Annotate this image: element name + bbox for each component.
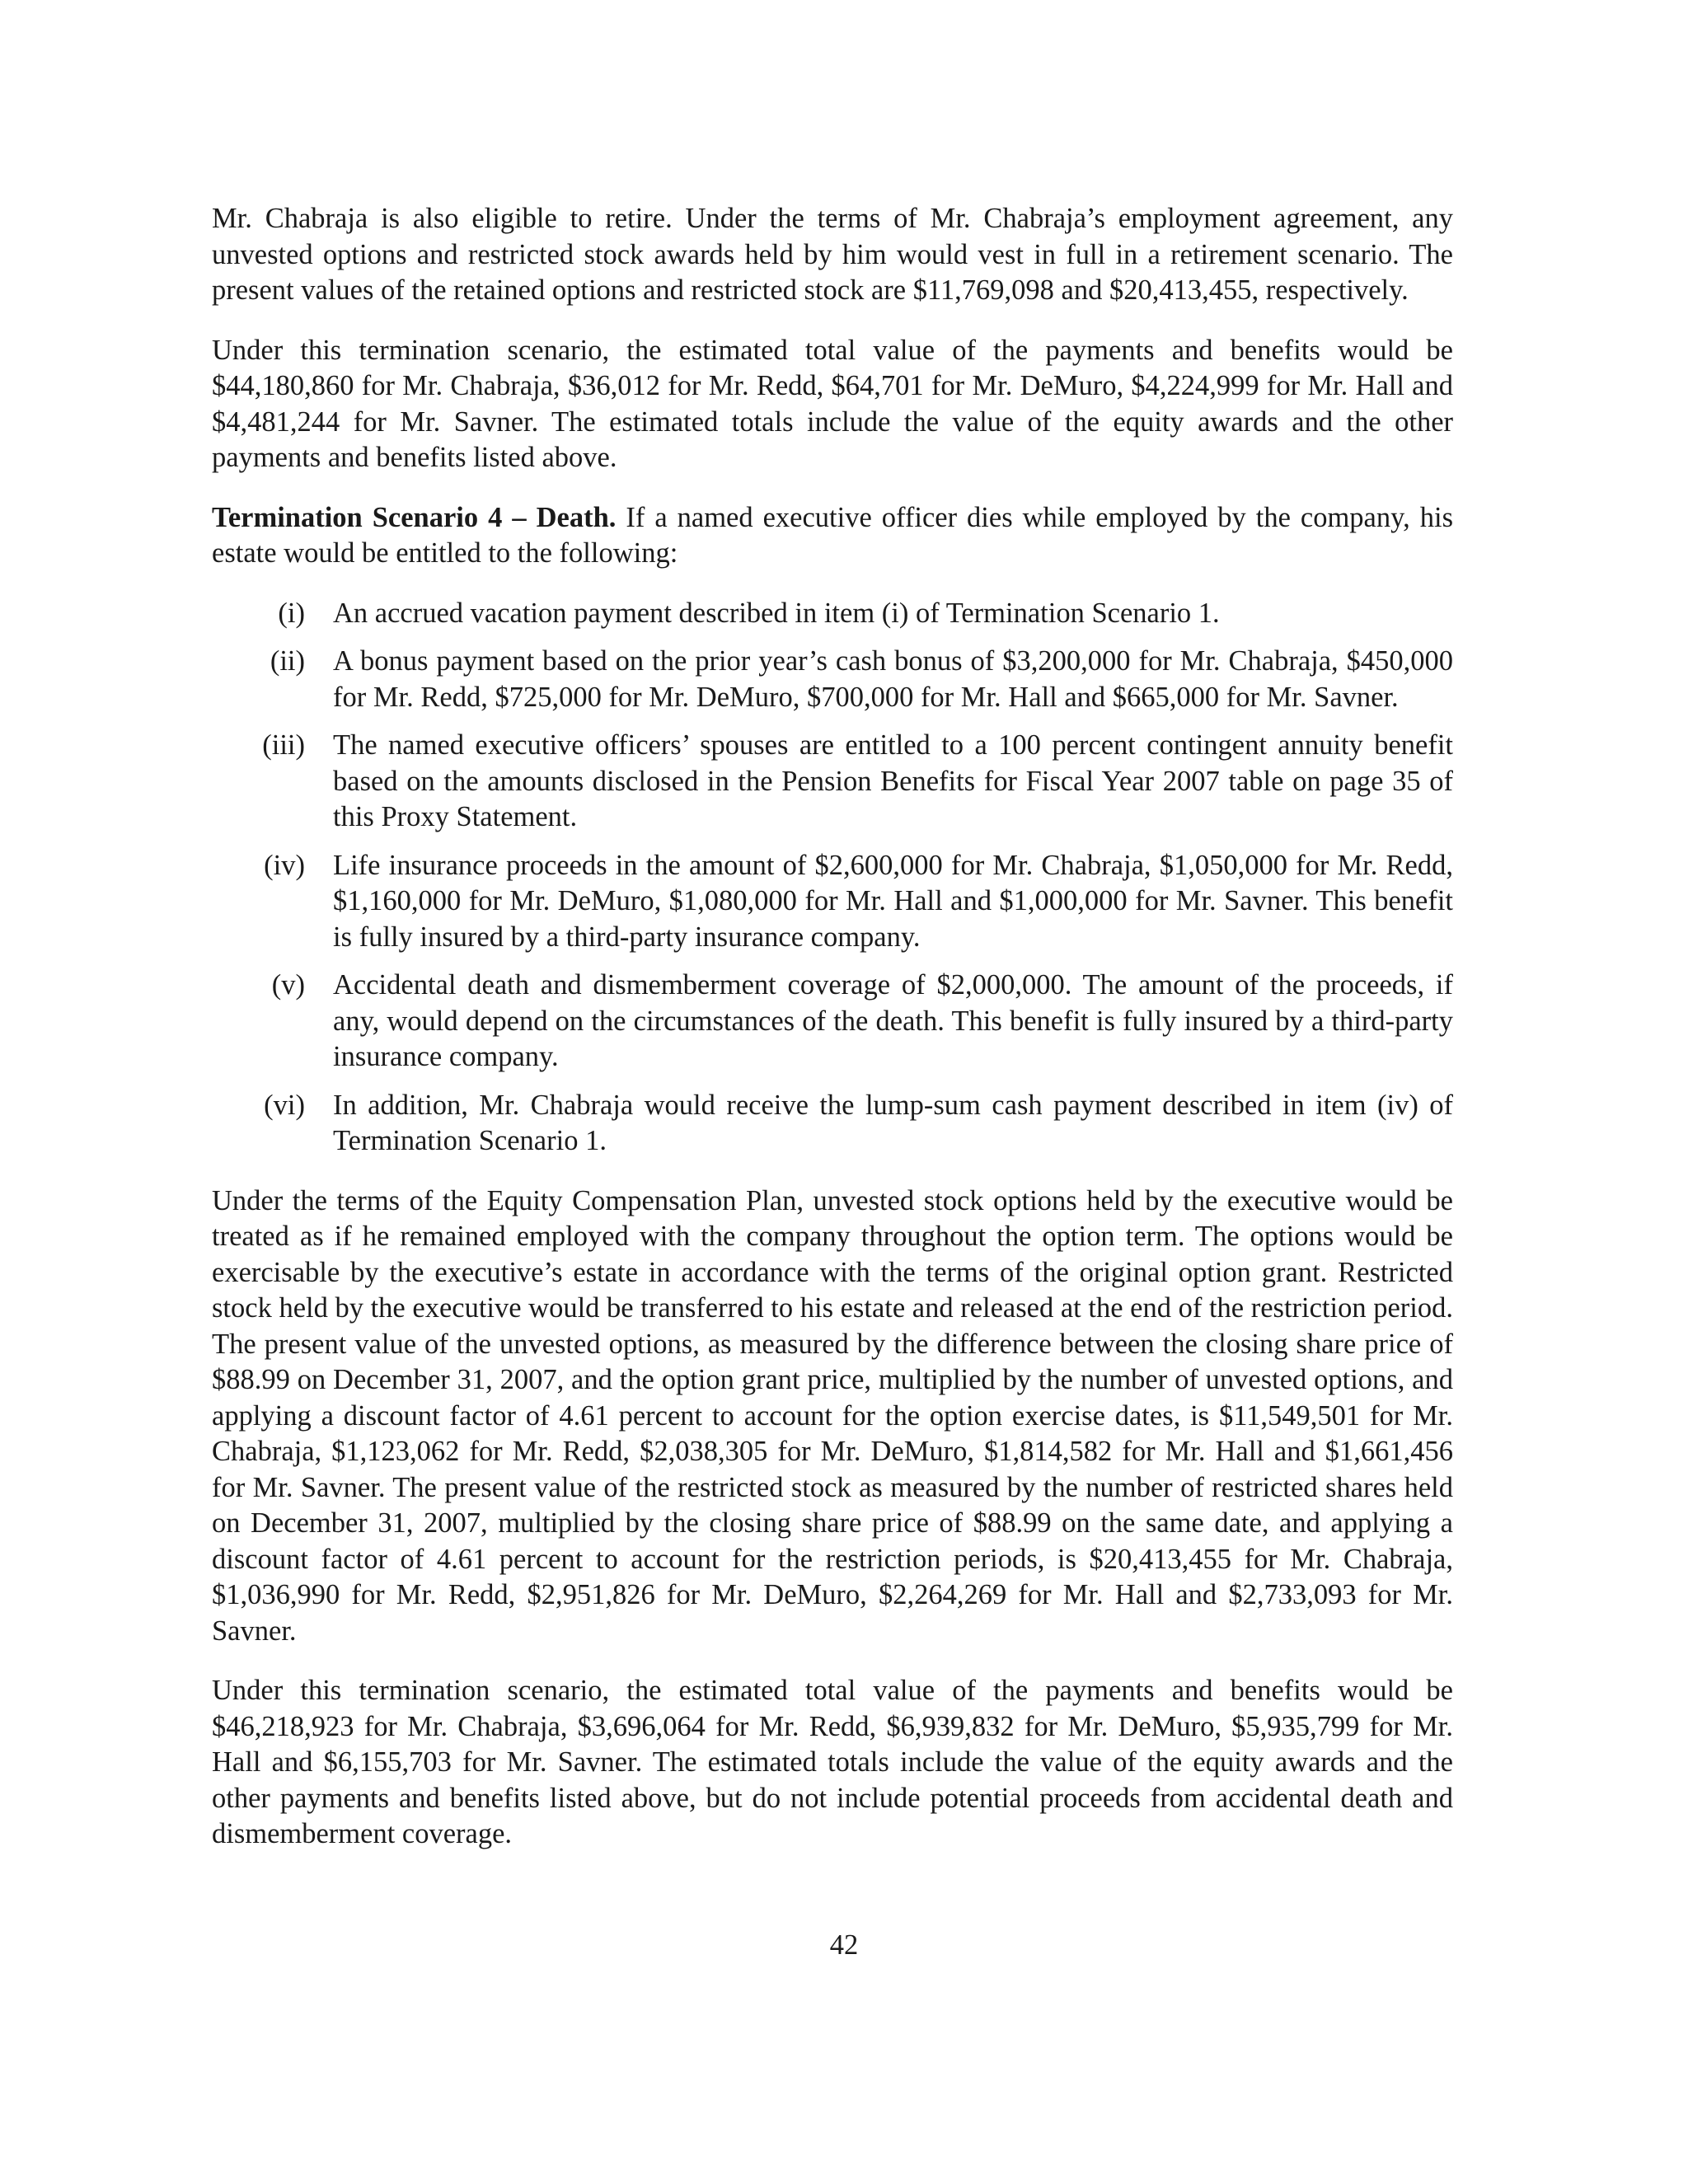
list-item-number: (ii) xyxy=(270,645,305,677)
list-item-number: (vi) xyxy=(264,1089,305,1121)
list-item-number: (iii) xyxy=(262,729,305,761)
list-item-v xyxy=(212,968,1453,1076)
scenario-4-heading: Termination Scenario 4 – Death. xyxy=(212,501,617,533)
list-item-ii xyxy=(212,644,1453,715)
scenario-4-intro-text: If a named executive officer dies while employed by the company, his estate would be entitled to the following: xyxy=(212,501,1454,569)
list-item-number: (iv) xyxy=(264,849,305,881)
list-item-vi xyxy=(212,1088,1453,1160)
list-item-text: Accidental death and dismemberment coverage of $2,000,000. The amount of the proceeds, if any, would depend on the circumstances of the death. This benefit is fully insured by a third-party insurance company. xyxy=(333,969,1453,1072)
list-item-i xyxy=(212,596,1453,632)
page-number: 42 xyxy=(829,1929,859,1961)
list-item-iv xyxy=(212,848,1453,956)
list-item-number: (i) xyxy=(278,597,305,629)
death-benefits-list xyxy=(212,596,1453,1160)
list-item-iii xyxy=(212,728,1453,836)
list-item-number: (v) xyxy=(271,969,305,1001)
scenario-4-totals-paragraph: Under this termination scenario, the estimated total value of the payments and benefits would be $46,218,923 for Mr. Chabraja, $3,696,064 for Mr. Redd, $6,939,832 for Mr. DeMuro, $5,935,799 for Mr. Hall and $6,155,703 for Mr. Savner. The estimated totals include the value of the equity awards and the other payments and benefits listed above, but do not include potential proceeds from accidental death and dismemberment coverage. xyxy=(212,1675,1453,1849)
retirement-paragraph: Mr. Chabraja is also eligible to retire. Under the terms of Mr. Chabraja’s employment agreement, any unvested options and restricted stock awards held by him would vest in full in a retirement scenario. The present values of the retained options and restricted stock are $11,769,098 and $20,413,455, respectively. xyxy=(212,203,1453,306)
equity-plan-paragraph: Under the terms of the Equity Compensation Plan, unvested stock options held by the executive would be treated as if he remained employed with the company throughout the option term. The options would be exercisable by the executive’s estate in accordance with the terms of the original option grant. Restricted stock held by the executive would be transferred to his estate and released at the end of the restriction period. The present value of the unvested options, as measured by the difference between the closing share price of $88.99 on December 31, 2007, and the option grant price, multiplied by the number of unvested options, and applying a discount factor of 4.61 percent to account for the option exercise dates, is $11,549,501 for Mr. Chabraja, $1,123,062 for Mr. Redd, $2,038,305 for Mr. DeMuro, $1,814,582 for Mr. Hall and $1,661,456 for Mr. Savner. The present value of the restricted stock as measured by the number of restricted shares held on December 31, 2007, multiplied by the closing share price of $88.99 on the same date, and applying a discount factor of 4.61 percent to account for the restriction periods, is $20,413,455 for Mr. Chabraja, $1,036,990 for Mr. Redd, $2,951,826 for Mr. DeMuro, $2,264,269 for Mr. Hall and $2,733,093 for Mr. Savner. xyxy=(212,1184,1453,1647)
scenario-3-totals-paragraph: Under this termination scenario, the estimated total value of the payments and benefits would be $44,180,860 for Mr. Chabraja, $36,012 for Mr. Redd, $64,701 for Mr. DeMuro, $4,224,999 for Mr. Hall and $4,481,244 for Mr. Savner. The estimated totals include the value of the equity awards and the other payments and benefits listed above. xyxy=(212,334,1453,473)
list-item-text: Life insurance proceeds in the amount of $2,600,000 for Mr. Chabraja, $1,050,000 for Mr. Redd, $1,160,000 for Mr. DeMuro, $1,080,000 for Mr. Hall and $1,000,000 for Mr. Savner. This benefit is fully insured by a third-party insurance company. xyxy=(333,849,1453,953)
document-body xyxy=(212,201,1453,1877)
list-item-text: The named executive officers’ spouses are entitled to a 100 percent contingent annuity benefit based on the amounts disclosed in the Pension Benefits for Fiscal Year 2007 table on page 35 of this Proxy Statement. xyxy=(333,729,1453,832)
list-item-text: In addition, Mr. Chabraja would receive the lump-sum cash payment described in item (iv) of Termination Scenario 1. xyxy=(333,1089,1453,1156)
list-item-text: A bonus payment based on the prior year’s cash bonus of $3,200,000 for Mr. Chabraja, $450,000 for Mr. Redd, $725,000 for Mr. DeMuro, $700,000 for Mr. Hall and $665,000 for Mr. Savner. xyxy=(333,645,1453,713)
list-item-text: An accrued vacation payment described in item (i) of Termination Scenario 1. xyxy=(333,597,1220,629)
scenario-4-intro-paragraph xyxy=(212,500,1453,572)
